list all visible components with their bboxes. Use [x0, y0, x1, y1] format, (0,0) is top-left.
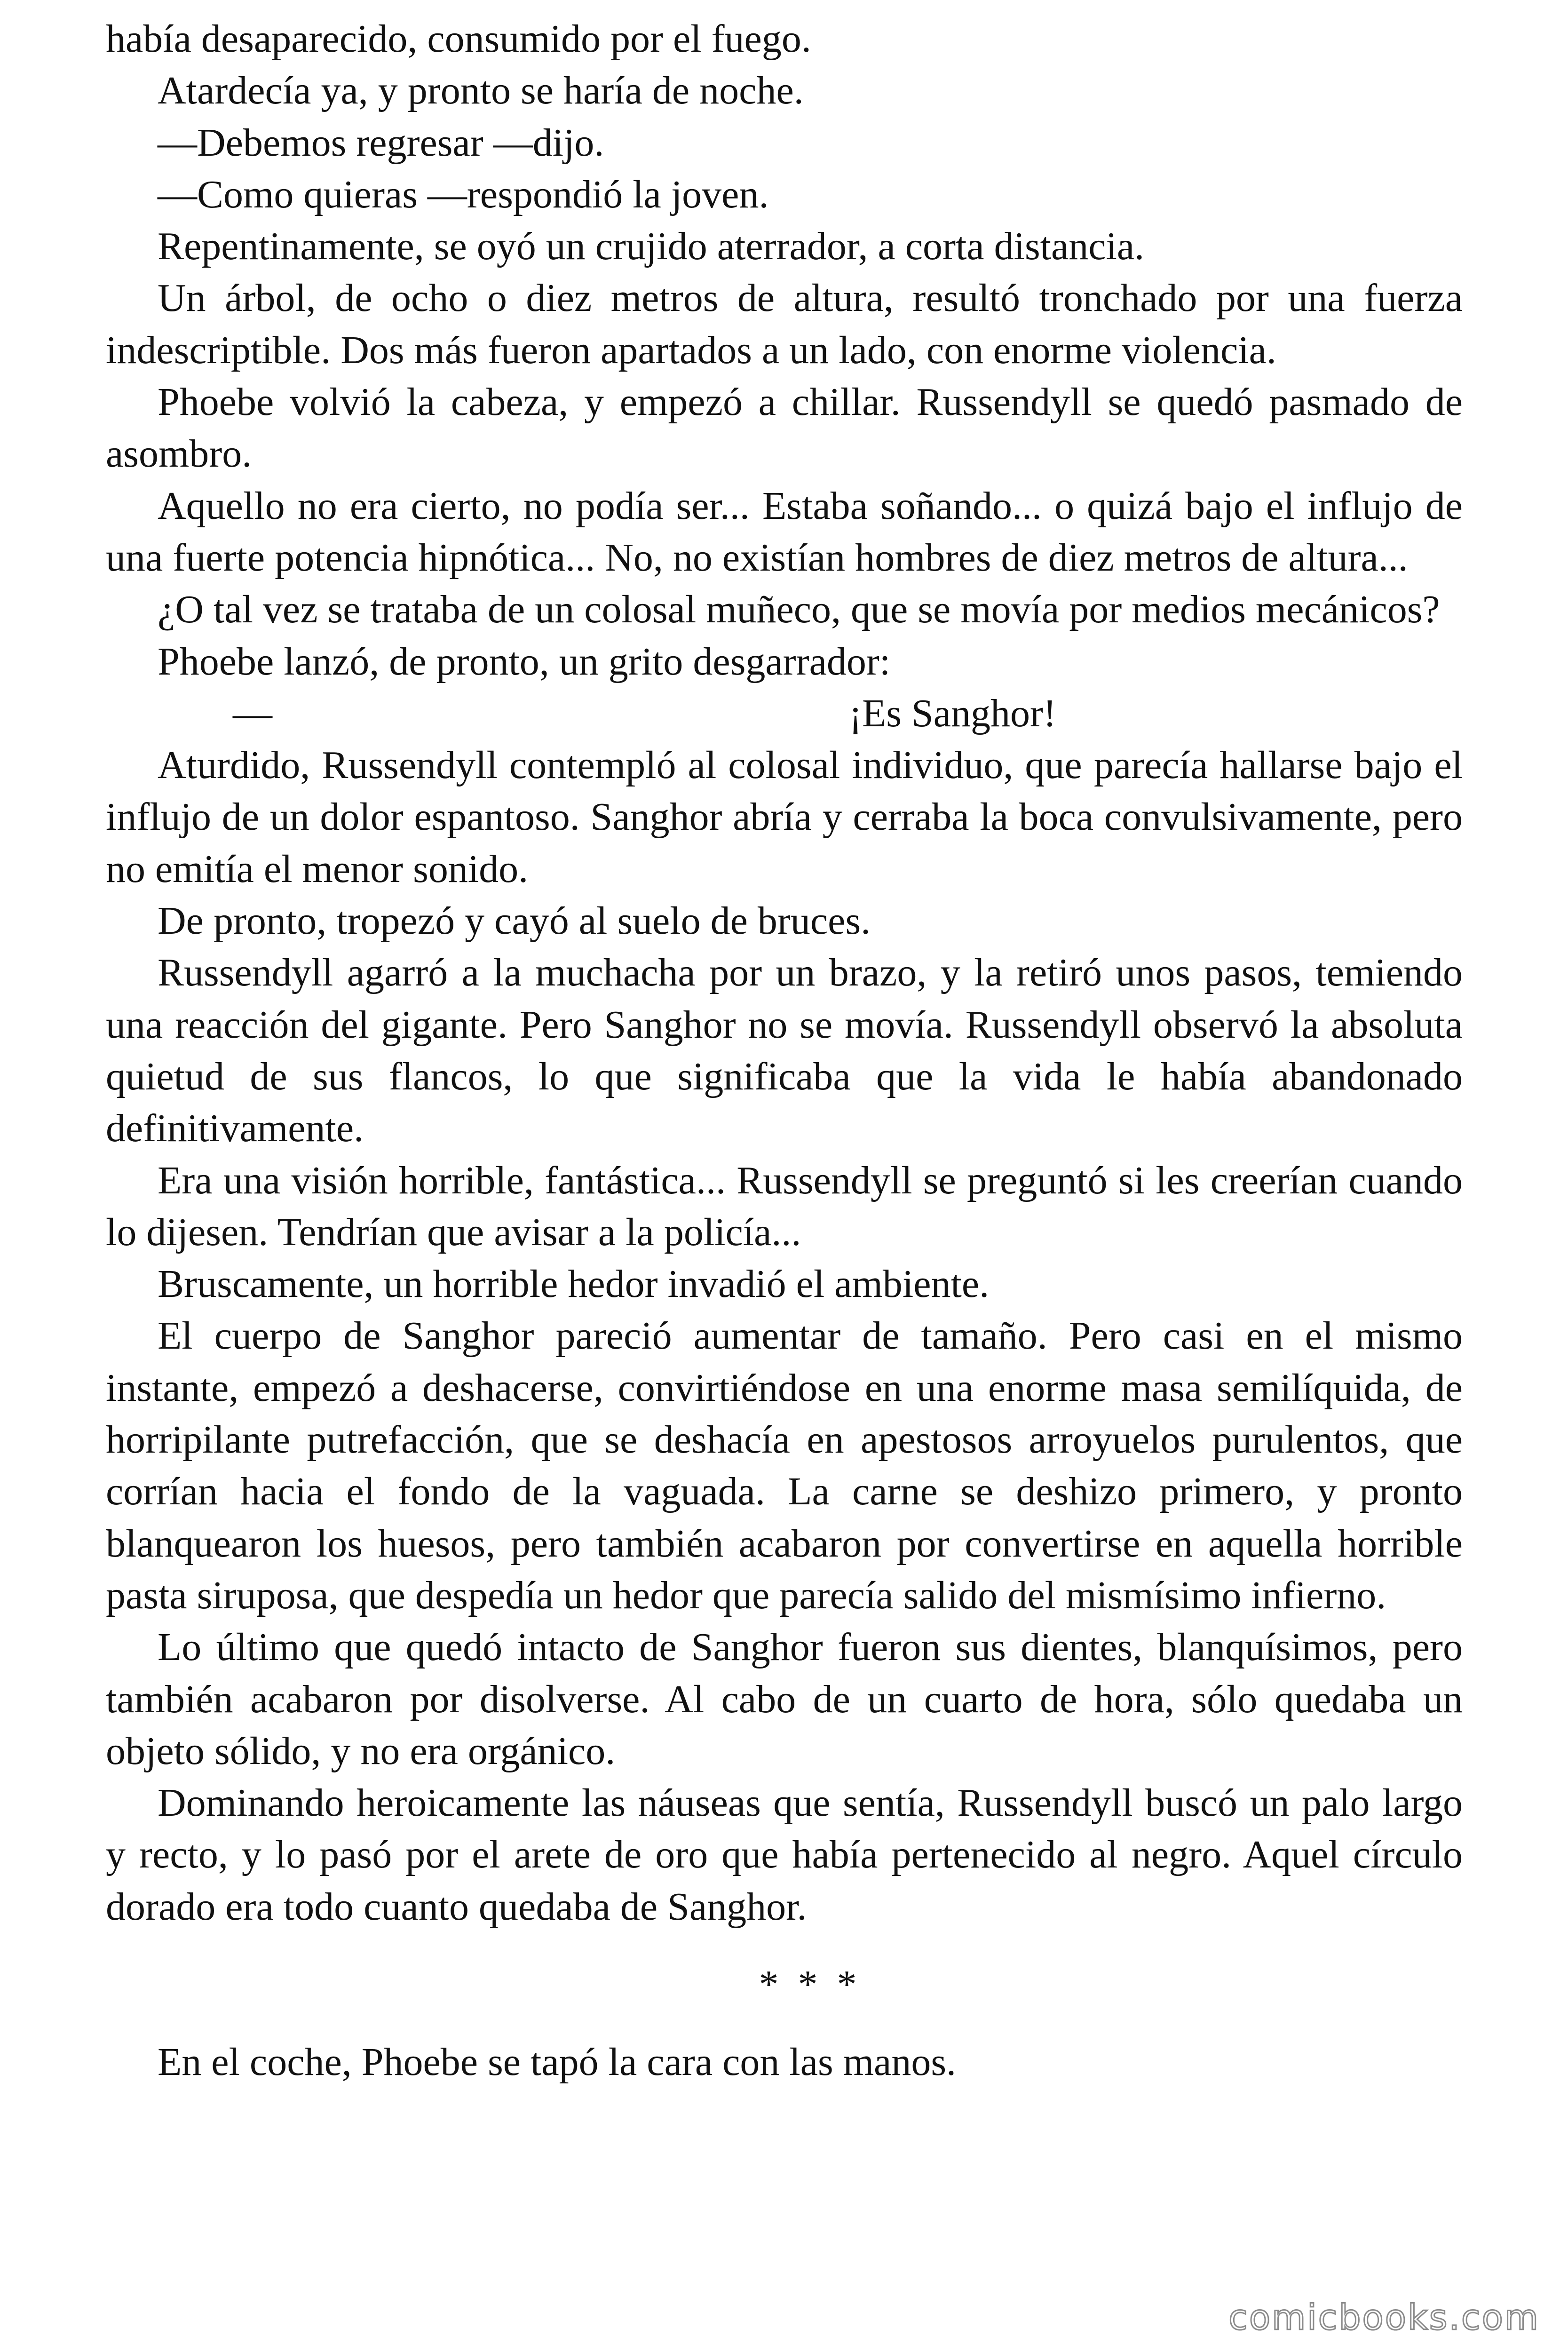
paragraph: Russendyll agarró a la muchacha por un brazo, y la retiró unos pasos, temiendo una reacción del gigante. Pero Sanghor no se movía. Russendyll observó la absoluta quietud de sus flancos, lo que significaba que la vida le había abandonado definitivamente. [106, 951, 1463, 1151]
paragraph: —Debemos regresar —dijo. [158, 120, 604, 165]
paragraph: Dominando heroicamente las náuseas que sentía, Russendyll buscó un palo largo y recto, y lo pasó por el arete de oro que había pertenecido al negro. Aquel círculo dorado era todo cuanto quedaba de Sanghor. [106, 1781, 1463, 1929]
book-page [106, 13, 1463, 2088]
watermark-logo: comicbooks.com [1228, 2297, 1540, 2338]
paragraph: Phoebe volvió la cabeza, y empezó a chillar. Russendyll se quedó pasmado de asombro. [106, 380, 1463, 476]
paragraph: —Como quieras —respondió la joven. [158, 172, 769, 216]
paragraph: Bruscamente, un horrible hedor invadió el ambiente. [158, 1262, 990, 1306]
paragraph: Aturdido, Russendyll contempló al colosal individuo, que parecía hallarse bajo el influjo de un dolor espantoso. Sanghor abría y cerraba la boca convulsivamente, pero no emitía el menor sonido. [106, 743, 1463, 891]
section-separator: * * * [759, 1962, 862, 2006]
paragraph: Lo último que quedó intacto de Sanghor fueron sus dientes, blanquísimos, pero también acabaron por disolverse. Al cabo de un cuarto de hora, sólo quedaba un objeto sólido, y no era orgánico. [106, 1625, 1463, 1773]
dialogue-dash: — [233, 691, 272, 735]
paragraph: Repentinamente, se oyó un crujido aterrador, a corta distancia. [158, 224, 1145, 269]
paragraph: Atardecía ya, y pronto se haría de noche. [158, 69, 804, 113]
paragraph: Phoebe lanzó, de pronto, un grito desgarrador: [158, 639, 891, 683]
opening-line: había desaparecido, consumido por el fuego. [106, 17, 811, 61]
paragraph: ¿O tal vez se trataba de un colosal muñeco, que se movía por medios mecánicos? [158, 588, 1440, 632]
paragraph: Un árbol, de ocho o diez metros de altura, resultó tronchado por una fuerza indescriptible. Dos más fueron apartados a un lado, con enorme violencia. [106, 276, 1463, 372]
closing-paragraph: En el coche, Phoebe se tapó la cara con las manos. [158, 2040, 957, 2084]
paragraph: El cuerpo de Sanghor pareció aumentar de tamaño. Pero casi en el mismo instante, empezó a deshacerse, convirtiéndose en una enorme masa semilíquida, de horripilante putrefacción, que se deshacía en apestosos arroyuelos purulentos, que corrían hacia el fondo de la vaguada. La carne se deshizo primero, y pronto blanquearon los huesos, pero también acabaron por convertirse en aquella horrible pasta siruposa, que despedía un hedor que parecía salido del mismísimo infierno. [106, 1314, 1463, 1617]
exclamation-text: ¡Es Sanghor! [849, 691, 1056, 735]
paragraph: De pronto, tropezó y cayó al suelo de bruces. [158, 899, 871, 943]
paragraph: Aquello no era cierto, no podía ser... Estaba soñando... o quizá bajo el influjo de una fuerte potencia hipnótica... No, no existían hombres de diez metros de altura... [106, 484, 1463, 580]
exclamation-line [106, 688, 1463, 739]
paragraph: Era una visión horrible, fantástica... Russendyll se preguntó si les creerían cuando lo dijesen. Tendrían que avisar a la policía... [106, 1158, 1463, 1254]
